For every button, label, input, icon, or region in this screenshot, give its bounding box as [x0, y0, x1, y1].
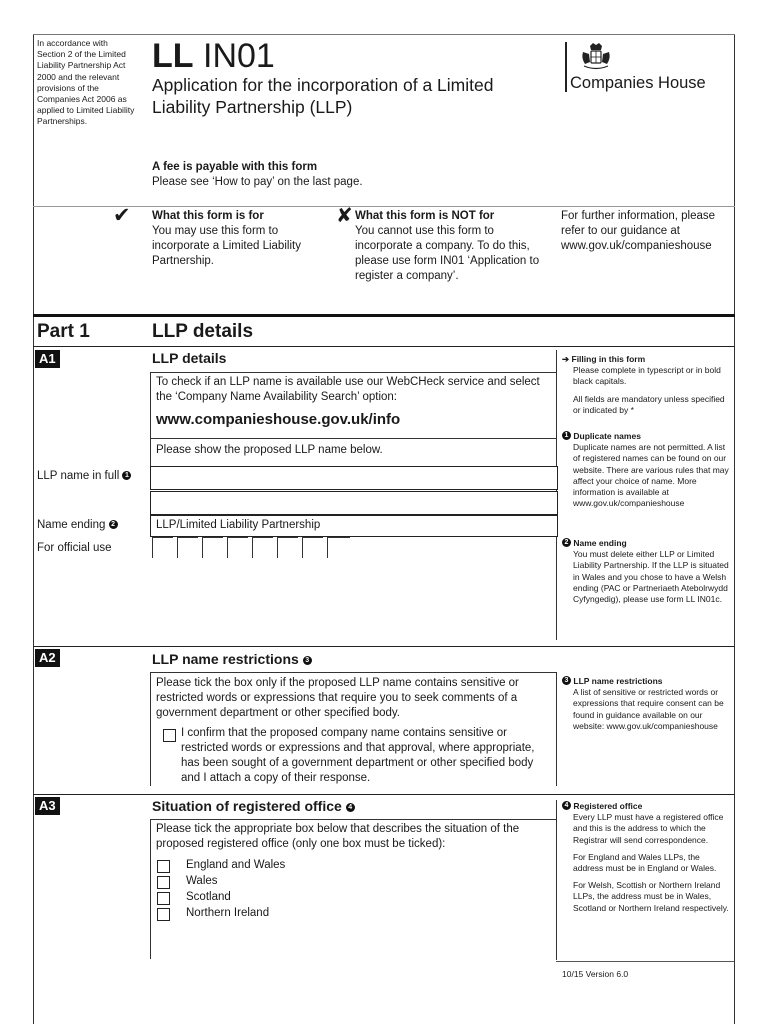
intro-top-rule	[33, 206, 735, 207]
side2-title: LLP name restrictions	[573, 676, 663, 686]
name-ending-label	[37, 518, 118, 533]
a3-left-rule	[150, 819, 151, 959]
a2-side-rule	[556, 672, 557, 786]
side3-text-2: For England and Wales LLPs, the address must be in England or Wales.	[573, 851, 717, 874]
companies-house-logo	[565, 42, 733, 92]
filling-text-2: All fields are mandatory unless specified or indicated by *	[573, 393, 725, 415]
official-use-label: For official use	[37, 542, 112, 554]
side-duplicate-names	[562, 431, 732, 509]
llp-name-field-2[interactable]	[150, 491, 558, 515]
a1-left-rule	[150, 372, 151, 467]
side2-text: A list of sensitive or restricted words or expressions that require consent can be found in guidance available on our website: www.gov.uk/companieshouse	[573, 687, 724, 731]
a2-box-top	[150, 672, 556, 673]
official-use-box-5	[252, 537, 273, 558]
logo-text: Companies House	[570, 74, 706, 92]
cross-icon: ✘	[336, 205, 353, 227]
ref-2-note-icon: 2	[562, 538, 571, 547]
a1-show-text: Please show the proposed LLP name below.	[156, 444, 383, 456]
a3-rule	[33, 794, 735, 795]
footer-version: 10/15 Version 6.0	[562, 969, 629, 979]
part-title: LLP details	[152, 321, 254, 342]
official-use-box-4	[227, 537, 248, 558]
side-registered-office	[562, 801, 732, 914]
option-england-wales-checkbox[interactable]	[157, 860, 170, 873]
dup-text: Duplicate names are not permitted. A list of registered names can be found on our website. There are various rules that may affect your choice of name. More information is available at www.gov.uk/companieshouse	[573, 442, 729, 509]
ref-3-note-icon: 3	[562, 676, 571, 685]
option-scotland-label: Scotland	[186, 891, 231, 903]
official-use-box-2	[177, 537, 198, 558]
companies-house-url[interactable]: www.companieshouse.gov.uk/info	[156, 411, 401, 428]
form-for-title: What this form is for	[152, 210, 264, 222]
logo-bar	[565, 42, 567, 92]
side-name-ending	[562, 538, 732, 605]
ending-text: You must delete either LLP or Limited Liability Partnership. If the LLP is situated in Wales and you chose to have a Welsh ending (PAC or Partneriaeth Atebolrwydd Cyfyngedig), please use form LL IN01c.	[573, 549, 729, 605]
llp-name-label	[37, 469, 131, 484]
fee-text: Please see ‘How to pay’ on the last page.	[152, 176, 363, 188]
form-title: Application for the incorporation of a Limited Liability Partnership (LLP)	[152, 75, 494, 117]
side3-title: Registered office	[573, 801, 643, 811]
a1-check-text: To check if an LLP name is available use our WebCHeck service and select the ‘Company Name Availability Search’ option:	[156, 376, 540, 403]
a1-title: LLP details	[152, 350, 227, 366]
side3-text-3: For Welsh, Scottish or Northern Ireland LLPs, the address must be in Wales, Scotland or Northern Ireland respectively.	[573, 880, 729, 913]
ref-3-icon: 3	[303, 656, 312, 665]
section-tag-a3: A3	[35, 797, 60, 815]
llp-name-label-text: LLP name in full	[37, 470, 120, 482]
official-use-box-7	[302, 537, 323, 558]
page-left-border	[33, 34, 34, 1024]
a3-side-rule	[556, 800, 557, 960]
form-for-text: You may use this form to incorporate a Limited Liability Partnership.	[152, 225, 301, 267]
further-info: For further information, please refer to our guidance at www.gov.uk/companieshouse	[561, 210, 716, 252]
option-northern-ireland-checkbox[interactable]	[157, 908, 170, 921]
name-ending-value: LLP/Limited Liability Partnership	[156, 519, 321, 531]
arrow-right-icon: ➔	[562, 354, 570, 364]
official-use-box-8	[327, 537, 350, 558]
ref-2-icon: 2	[109, 520, 118, 529]
option-england-wales-label: England and Wales	[186, 859, 286, 871]
section-tag-a2: A2	[35, 649, 60, 667]
ref-1-icon: 1	[122, 471, 131, 480]
ref-4-note-icon: 4	[562, 801, 571, 810]
a1-box-top	[150, 372, 556, 373]
side-name-restrictions	[562, 676, 732, 732]
side3-text-1: Every LLP must have a registered office and this is the address to which the Registrar will send correspondence.	[573, 812, 724, 845]
option-scotland-checkbox[interactable]	[157, 892, 170, 905]
part-label: Part 1	[37, 321, 90, 342]
a3-intro: Please tick the appropriate box below that describes the situation of the proposed registered office (only one box must be ticked):	[156, 823, 520, 850]
a2-left-rule	[150, 672, 151, 786]
form-code	[152, 36, 275, 76]
tick-icon: ✔	[113, 204, 131, 227]
ref-4-icon: 4	[346, 803, 355, 812]
form-not-for-title: What this form is NOT for	[355, 210, 495, 222]
side-filling	[562, 354, 732, 416]
a3-title: Situation of registered office	[152, 798, 342, 814]
option-northern-ireland-label: Northern Ireland	[186, 907, 270, 919]
fee-title: A fee is payable with this form	[152, 161, 318, 173]
official-use-box-1	[152, 537, 173, 558]
form-not-for-text: You cannot use this form to incorporate a company. To do this, please use form IN01 ‘Application to register a company’.	[355, 225, 540, 282]
form-code-number: IN01	[203, 37, 275, 75]
official-use-box-6	[277, 537, 298, 558]
filling-title: Filling in this form	[571, 354, 646, 364]
form-code-bold: LL	[152, 37, 194, 75]
ending-title: Name ending	[573, 538, 627, 548]
llp-name-field-1[interactable]	[150, 466, 558, 490]
footer-rule	[556, 961, 734, 962]
ref-1-note-icon: 1	[562, 431, 571, 440]
a1-show-rule	[150, 438, 556, 439]
a1-rule	[33, 346, 735, 347]
header-top-rule	[33, 34, 735, 35]
name-ending-label-text: Name ending	[37, 519, 106, 531]
filling-text-1: Please complete in typescript or in bold black capitals.	[573, 365, 721, 387]
a2-intro: Please tick the box only if the proposed LLP name contains sensitive or restricted words or expressions that require you to seek comments of a government department or other specified body.	[156, 677, 519, 719]
official-use-box-3	[202, 537, 223, 558]
a2-title-wrap	[152, 650, 312, 668]
section-tag-a1: A1	[35, 350, 60, 368]
royal-crest-icon	[579, 42, 613, 72]
page-right-border	[734, 34, 735, 1024]
restricted-words-checkbox[interactable]	[163, 729, 176, 742]
option-wales-label: Wales	[186, 875, 218, 887]
a3-title-wrap	[152, 797, 355, 815]
option-wales-checkbox[interactable]	[157, 876, 170, 889]
a3-box-top	[150, 819, 556, 820]
dup-title: Duplicate names	[573, 431, 641, 441]
part-rule	[33, 314, 735, 317]
a2-rule	[33, 646, 735, 647]
legal-note: In accordance with Section 2 of the Limited Liability Partnership Act 2000 and the relevant provisions of the Companies Act 2006 as applied to Limited Liability Partnerships.	[37, 38, 135, 127]
a2-title: LLP name restrictions	[152, 651, 299, 667]
a2-confirm-text: I confirm that the proposed company name contains sensitive or restricted words or expressions and that approval, where appropriate, has been sought of a government department or other specified body and I attach a copy of their response.	[181, 727, 535, 784]
